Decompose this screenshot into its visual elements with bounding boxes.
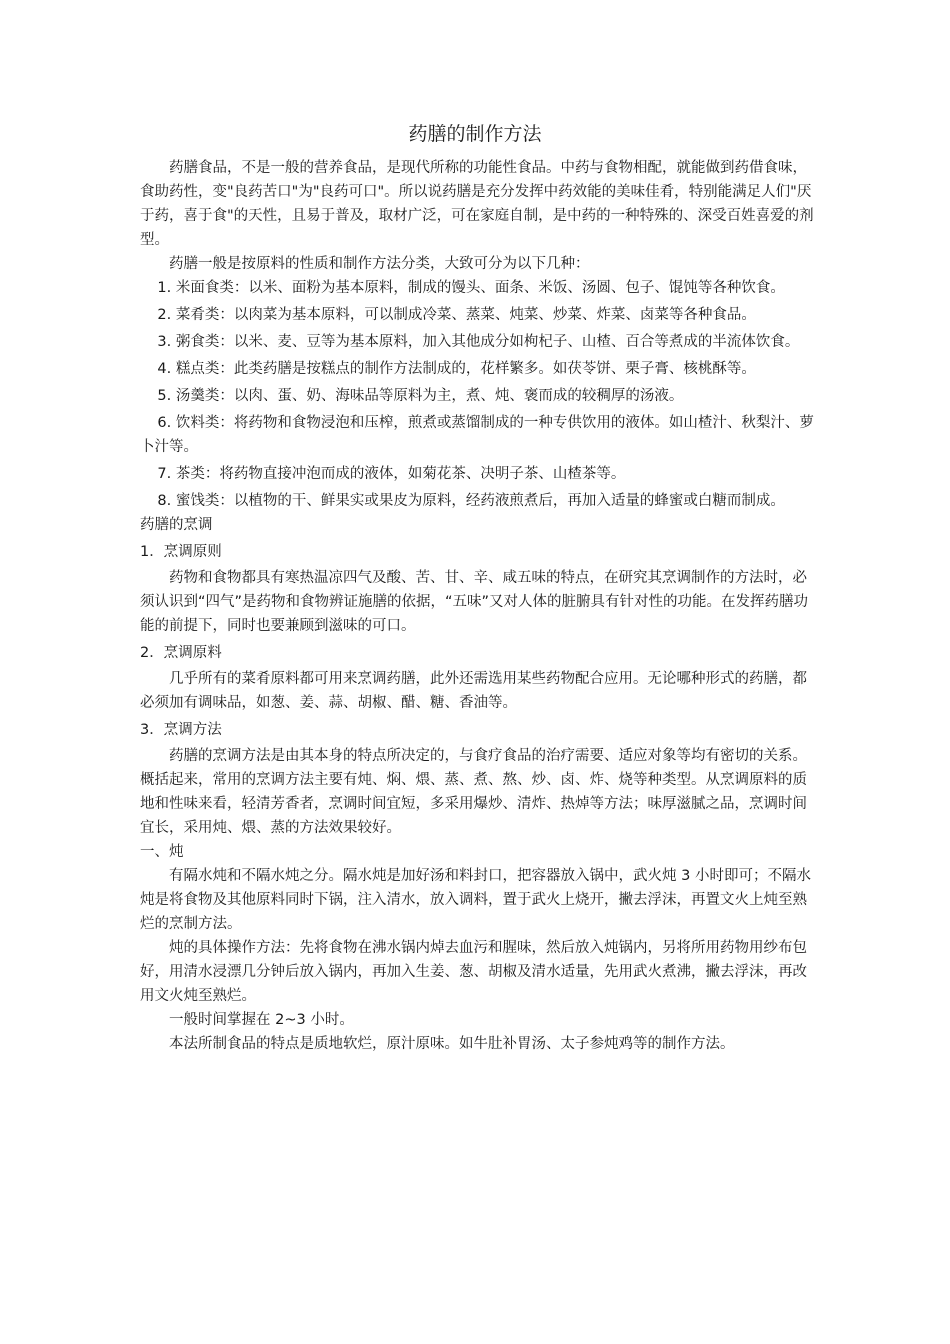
list-item: 4. 糕点类：此类药膳是按糕点的制作方法制成的，花样繁多。如茯苓饼、栗子膏、核桃酥等。 <box>157 361 756 377</box>
subsection-heading: 1．烹调原则 <box>140 544 222 560</box>
list-item: 7. 茶类：将药物直接冲泡而成的液体，如菊花茶、决明子茶、山楂茶等。 <box>157 466 626 482</box>
body-paragraph: 几乎所有的菜肴原料都可用来烹调药膳，此外还需选用某些药物配合应用。无论哪种形式的药膳，都必须加有调味品，如葱、姜、蒜、胡椒、醋、糖、香油等。 <box>140 671 807 711</box>
list-item: 8. 蜜饯类：以植物的干、鲜果实或果皮为原料，经药液煎煮后，再加入适量的蜂蜜或白糖而制成。 <box>157 493 785 509</box>
section-heading: 一、炖 <box>140 844 184 860</box>
document-title: 药膳的制作方法 <box>408 123 542 145</box>
section-heading: 药膳的烹调 <box>140 517 213 533</box>
list-item: 6. 饮料类：将药物和食物浸泡和压榨，煎煮或蒸馏制成的一种专供饮用的液体。如山楂汁、秋梨汁、萝卜汁等。 <box>140 415 814 455</box>
body-paragraph: 一般时间掌握在 2~3 小时。 <box>169 1012 354 1028</box>
body-paragraph: 药膳的烹调方法是由其本身的特点所决定的，与食疗食品的治疗需要、适应对象等均有密切的关系。概括起来，常用的烹调方法主要有炖、焖、煨、蒸、煮、熬、炒、卤、炸、烧等种类型。从烹调原料的质地和性味来看，轻清芳香者，烹调时间宜短，多采用爆炒、清炸、热焯等方法；味厚滋腻之品，烹调时间宜长，采用炖、煨、蒸的方法效果较好。 <box>140 748 807 836</box>
body-paragraph: 本法所制食品的特点是质地软烂，原汁原味。如牛肚补胃汤、太子参炖鸡等的制作方法。 <box>169 1036 735 1052</box>
subsection-heading: 3．烹调方法 <box>140 722 222 738</box>
list-item: 5. 汤羹类：以肉、蛋、奶、海味品等原料为主，煮、炖、褒而成的较稠厚的汤液。 <box>157 388 684 404</box>
list-item: 2. 菜肴类：以肉菜为基本原料，可以制成冷菜、蒸菜、炖菜、炒菜、炸菜、卤菜等各种食品。 <box>157 307 756 323</box>
classification-paragraph: 药膳一般是按原料的性质和制作方法分类，大致可分为以下几种： <box>169 256 590 272</box>
subsection-heading: 2．烹调原料 <box>140 645 222 661</box>
intro-paragraph: 药膳食品，不是一般的营养食品，是现代所称的功能性食品。中药与食物相配，就能做到药借食味，食助药性，变"良药苦口"为"良药可口"。所以说药膳是充分发挥中药效能的美味佳肴，特别能满足人们"厌于药，喜于食"的天性，且易于普及，取材广泛，可在家庭自制，是中药的一种特殊的、深受百姓喜爱的剂型。 <box>140 160 814 248</box>
document-body <box>140 156 820 1056</box>
body-paragraph: 炖的具体操作方法：先将食物在沸水锅内焯去血污和腥味，然后放入炖锅内，另将所用药物用纱布包好，用清水浸漂几分钟后放入锅内，再加入生姜、葱、胡椒及清水适量，先用武火煮沸，撇去浮沫，再改用文火炖至熟烂。 <box>140 940 807 1004</box>
list-item: 1. 米面食类：以米、面粉为基本原料，制成的馒头、面条、米饭、汤圆、包子、馄饨等各种饮食。 <box>157 280 785 296</box>
list-item: 3. 粥食类：以米、麦、豆等为基本原料，加入其他成分如枸杞子、山楂、百合等煮成的半流体饮食。 <box>157 334 800 350</box>
body-paragraph: 有隔水炖和不隔水炖之分。隔水炖是加好汤和料封口，把容器放入锅中，武火炖 3 小时即可；不隔水炖是将食物及其他原料同时下锅，注入清水，放入调料，置于武火上烧开，撇去浮沫，再置文火上炖至熟烂的烹制方法。 <box>140 868 811 932</box>
body-paragraph: 药物和食物都具有寒热温凉四气及酸、苦、甘、辛、咸五味的特点，在研究其烹调制作的方法时，必须认识到“四气”是药物和食物辨证施膳的依据，“五味”又对人体的脏腑具有针对性的功能。在发挥药膳功能的前提下，同时也要兼顾到滋味的可口。 <box>140 570 809 634</box>
